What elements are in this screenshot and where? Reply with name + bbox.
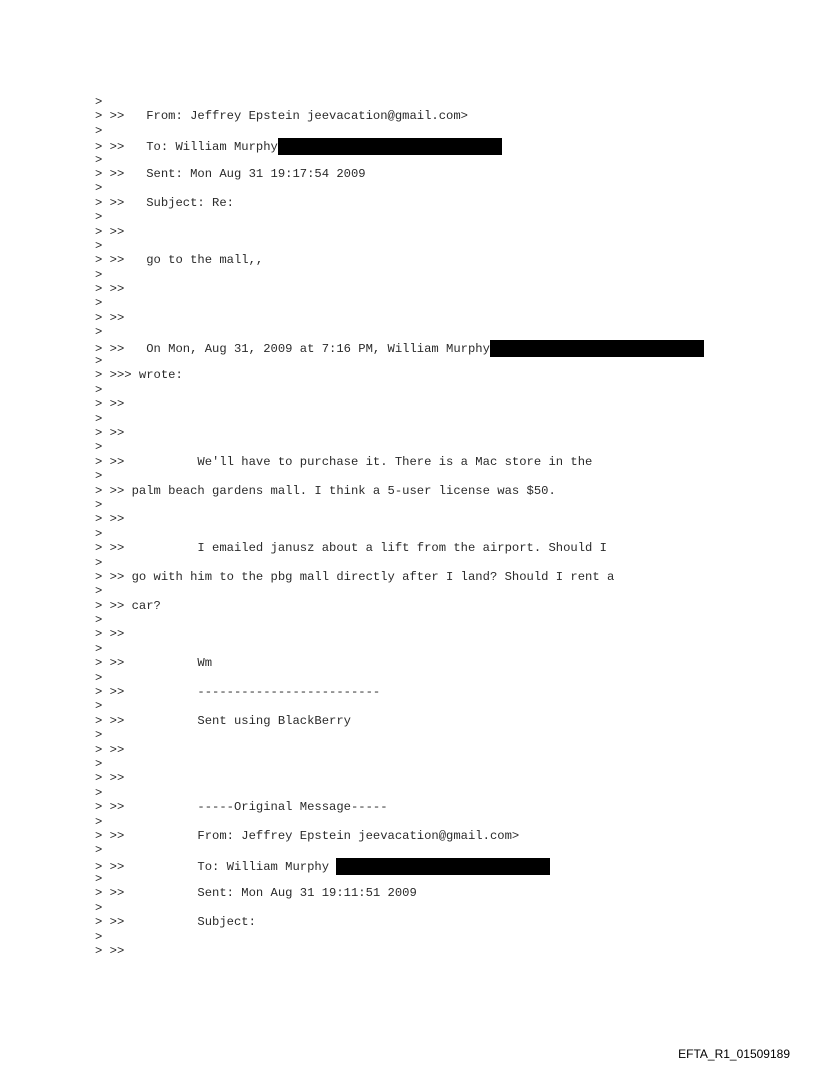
email-line-text: > >> bbox=[95, 425, 125, 440]
email-line-text: > bbox=[95, 152, 103, 167]
email-line bbox=[95, 627, 795, 641]
email-line-text: > bbox=[95, 584, 103, 599]
email-line bbox=[95, 843, 795, 857]
email-line-text: > >> bbox=[95, 512, 125, 527]
email-line-text: > >> Sent: Mon Aug 31 19:17:54 2009 bbox=[95, 166, 366, 181]
email-line bbox=[95, 599, 795, 613]
email-line-text: > >> To: William Murphy bbox=[95, 859, 337, 874]
email-line bbox=[95, 642, 795, 656]
email-line-text: > bbox=[95, 411, 103, 426]
email-line-text: > >> From: Jeffrey Epstein jeevacation@gmail.com> bbox=[95, 828, 520, 843]
email-line bbox=[95, 412, 795, 426]
email-line-text: > >> On Mon, Aug 31, 2009 at 7:16 PM, William Murphy bbox=[95, 341, 490, 356]
email-line bbox=[95, 138, 795, 155]
email-line bbox=[95, 440, 795, 454]
email-line bbox=[95, 109, 795, 123]
email-line-text: > bbox=[95, 814, 103, 829]
document-id: EFTA_R1_01509189 bbox=[678, 1047, 790, 1061]
email-line-text: > bbox=[95, 526, 103, 541]
redaction-bar bbox=[336, 858, 550, 875]
email-line-text: > >> -----Original Message----- bbox=[95, 800, 388, 815]
email-line bbox=[95, 325, 795, 339]
email-line-text: > bbox=[95, 440, 103, 455]
email-line bbox=[95, 253, 795, 267]
email-line-text: > bbox=[95, 497, 103, 512]
email-line bbox=[95, 656, 795, 670]
email-line-text: > bbox=[95, 382, 103, 397]
email-line bbox=[95, 95, 795, 109]
email-line bbox=[95, 426, 795, 440]
email-line-text: > >> To: William Murphy bbox=[95, 140, 278, 155]
email-line-text: > >> bbox=[95, 310, 125, 325]
email-line bbox=[95, 886, 795, 900]
email-line bbox=[95, 368, 795, 382]
email-line bbox=[95, 541, 795, 555]
email-line-text: > bbox=[95, 296, 103, 311]
email-line-text: > >> Wm bbox=[95, 656, 213, 671]
email-line-text: > bbox=[95, 95, 103, 109]
email-line bbox=[95, 556, 795, 570]
email-line bbox=[95, 181, 795, 195]
email-line bbox=[95, 584, 795, 598]
email-line-text: > bbox=[95, 756, 103, 771]
email-line-text: > bbox=[95, 354, 103, 369]
email-line bbox=[95, 930, 795, 944]
email-line bbox=[95, 757, 795, 771]
email-line-text: > >> bbox=[95, 944, 125, 959]
email-line bbox=[95, 800, 795, 814]
email-line bbox=[95, 829, 795, 843]
email-line bbox=[95, 225, 795, 239]
email-line-text: > >> car? bbox=[95, 598, 161, 613]
email-line bbox=[95, 786, 795, 800]
redaction-bar bbox=[278, 138, 502, 155]
redaction-bar bbox=[490, 340, 704, 357]
email-line-text: > >> palm beach gardens mall. I think a 5-user license was $50. bbox=[95, 483, 556, 498]
email-line-text: > bbox=[95, 238, 103, 253]
email-line bbox=[95, 498, 795, 512]
email-line bbox=[95, 469, 795, 483]
email-line bbox=[95, 455, 795, 469]
email-line-text: > bbox=[95, 210, 103, 225]
email-line bbox=[95, 613, 795, 627]
email-line-text: > >> Subject: Re: bbox=[95, 195, 234, 210]
email-line-text: > bbox=[95, 123, 103, 138]
email-line bbox=[95, 239, 795, 253]
email-line-text: > >>> wrote: bbox=[95, 368, 183, 383]
email-line bbox=[95, 397, 795, 411]
email-line-text: > bbox=[95, 613, 103, 628]
email-line-text: > >> bbox=[95, 742, 125, 757]
email-line-text: > >> bbox=[95, 282, 125, 297]
email-line-text: > bbox=[95, 900, 103, 915]
email-line bbox=[95, 815, 795, 829]
email-line bbox=[95, 944, 795, 958]
email-line bbox=[95, 383, 795, 397]
email-line-text: > bbox=[95, 181, 103, 196]
email-line bbox=[95, 685, 795, 699]
email-line bbox=[95, 124, 795, 138]
email-line bbox=[95, 671, 795, 685]
email-line-text: > >> bbox=[95, 397, 125, 412]
email-line-text: > >> Sent: Mon Aug 31 19:11:51 2009 bbox=[95, 886, 417, 901]
email-line bbox=[95, 340, 795, 354]
email-line-text: > bbox=[95, 670, 103, 685]
email-line-text: > bbox=[95, 872, 103, 887]
email-line-text: > >> go to the mall,, bbox=[95, 253, 264, 268]
email-line bbox=[95, 728, 795, 742]
email-line bbox=[95, 268, 795, 282]
email-line-text: > bbox=[95, 469, 103, 484]
email-line-text: > >> go with him to the pbg mall directly after I land? Should I rent a bbox=[95, 569, 615, 584]
email-line bbox=[95, 311, 795, 325]
email-line-text: > bbox=[95, 641, 103, 656]
email-line bbox=[95, 570, 795, 584]
email-line bbox=[95, 296, 795, 310]
email-line-text: > bbox=[95, 929, 103, 944]
email-line bbox=[95, 743, 795, 757]
email-line bbox=[95, 210, 795, 224]
email-line-text: > >> From: Jeffrey Epstein jeevacation@gmail.com> bbox=[95, 109, 468, 124]
email-line bbox=[95, 512, 795, 526]
email-line bbox=[95, 484, 795, 498]
email-line-text: > >> bbox=[95, 627, 125, 642]
email-line bbox=[95, 527, 795, 541]
email-line-text: > bbox=[95, 555, 103, 570]
email-line bbox=[95, 901, 795, 915]
email-line-text: > >> We'll have to purchase it. There is a Mac store in the bbox=[95, 454, 593, 469]
email-line bbox=[95, 167, 795, 181]
email-line bbox=[95, 714, 795, 728]
email-line-text: > >> ------------------------- bbox=[95, 685, 381, 700]
email-line-text: > >> I emailed janusz about a lift from the airport. Should I bbox=[95, 541, 607, 556]
email-line-text: > >> Sent using BlackBerry bbox=[95, 713, 351, 728]
email-line bbox=[95, 915, 795, 929]
email-line-text: > bbox=[95, 785, 103, 800]
email-line-text: > >> bbox=[95, 224, 125, 239]
email-line-text: > bbox=[95, 699, 103, 714]
email-line bbox=[95, 858, 795, 872]
email-line bbox=[95, 771, 795, 785]
email-body bbox=[95, 95, 795, 958]
email-line bbox=[95, 196, 795, 210]
email-line-text: > >> Subject: bbox=[95, 915, 256, 930]
email-line bbox=[95, 699, 795, 713]
email-line bbox=[95, 282, 795, 296]
email-line-text: > bbox=[95, 843, 103, 858]
email-line-text: > bbox=[95, 267, 103, 282]
email-line-text: > bbox=[95, 728, 103, 743]
email-line-text: > >> bbox=[95, 771, 125, 786]
email-line-text: > bbox=[95, 325, 103, 340]
